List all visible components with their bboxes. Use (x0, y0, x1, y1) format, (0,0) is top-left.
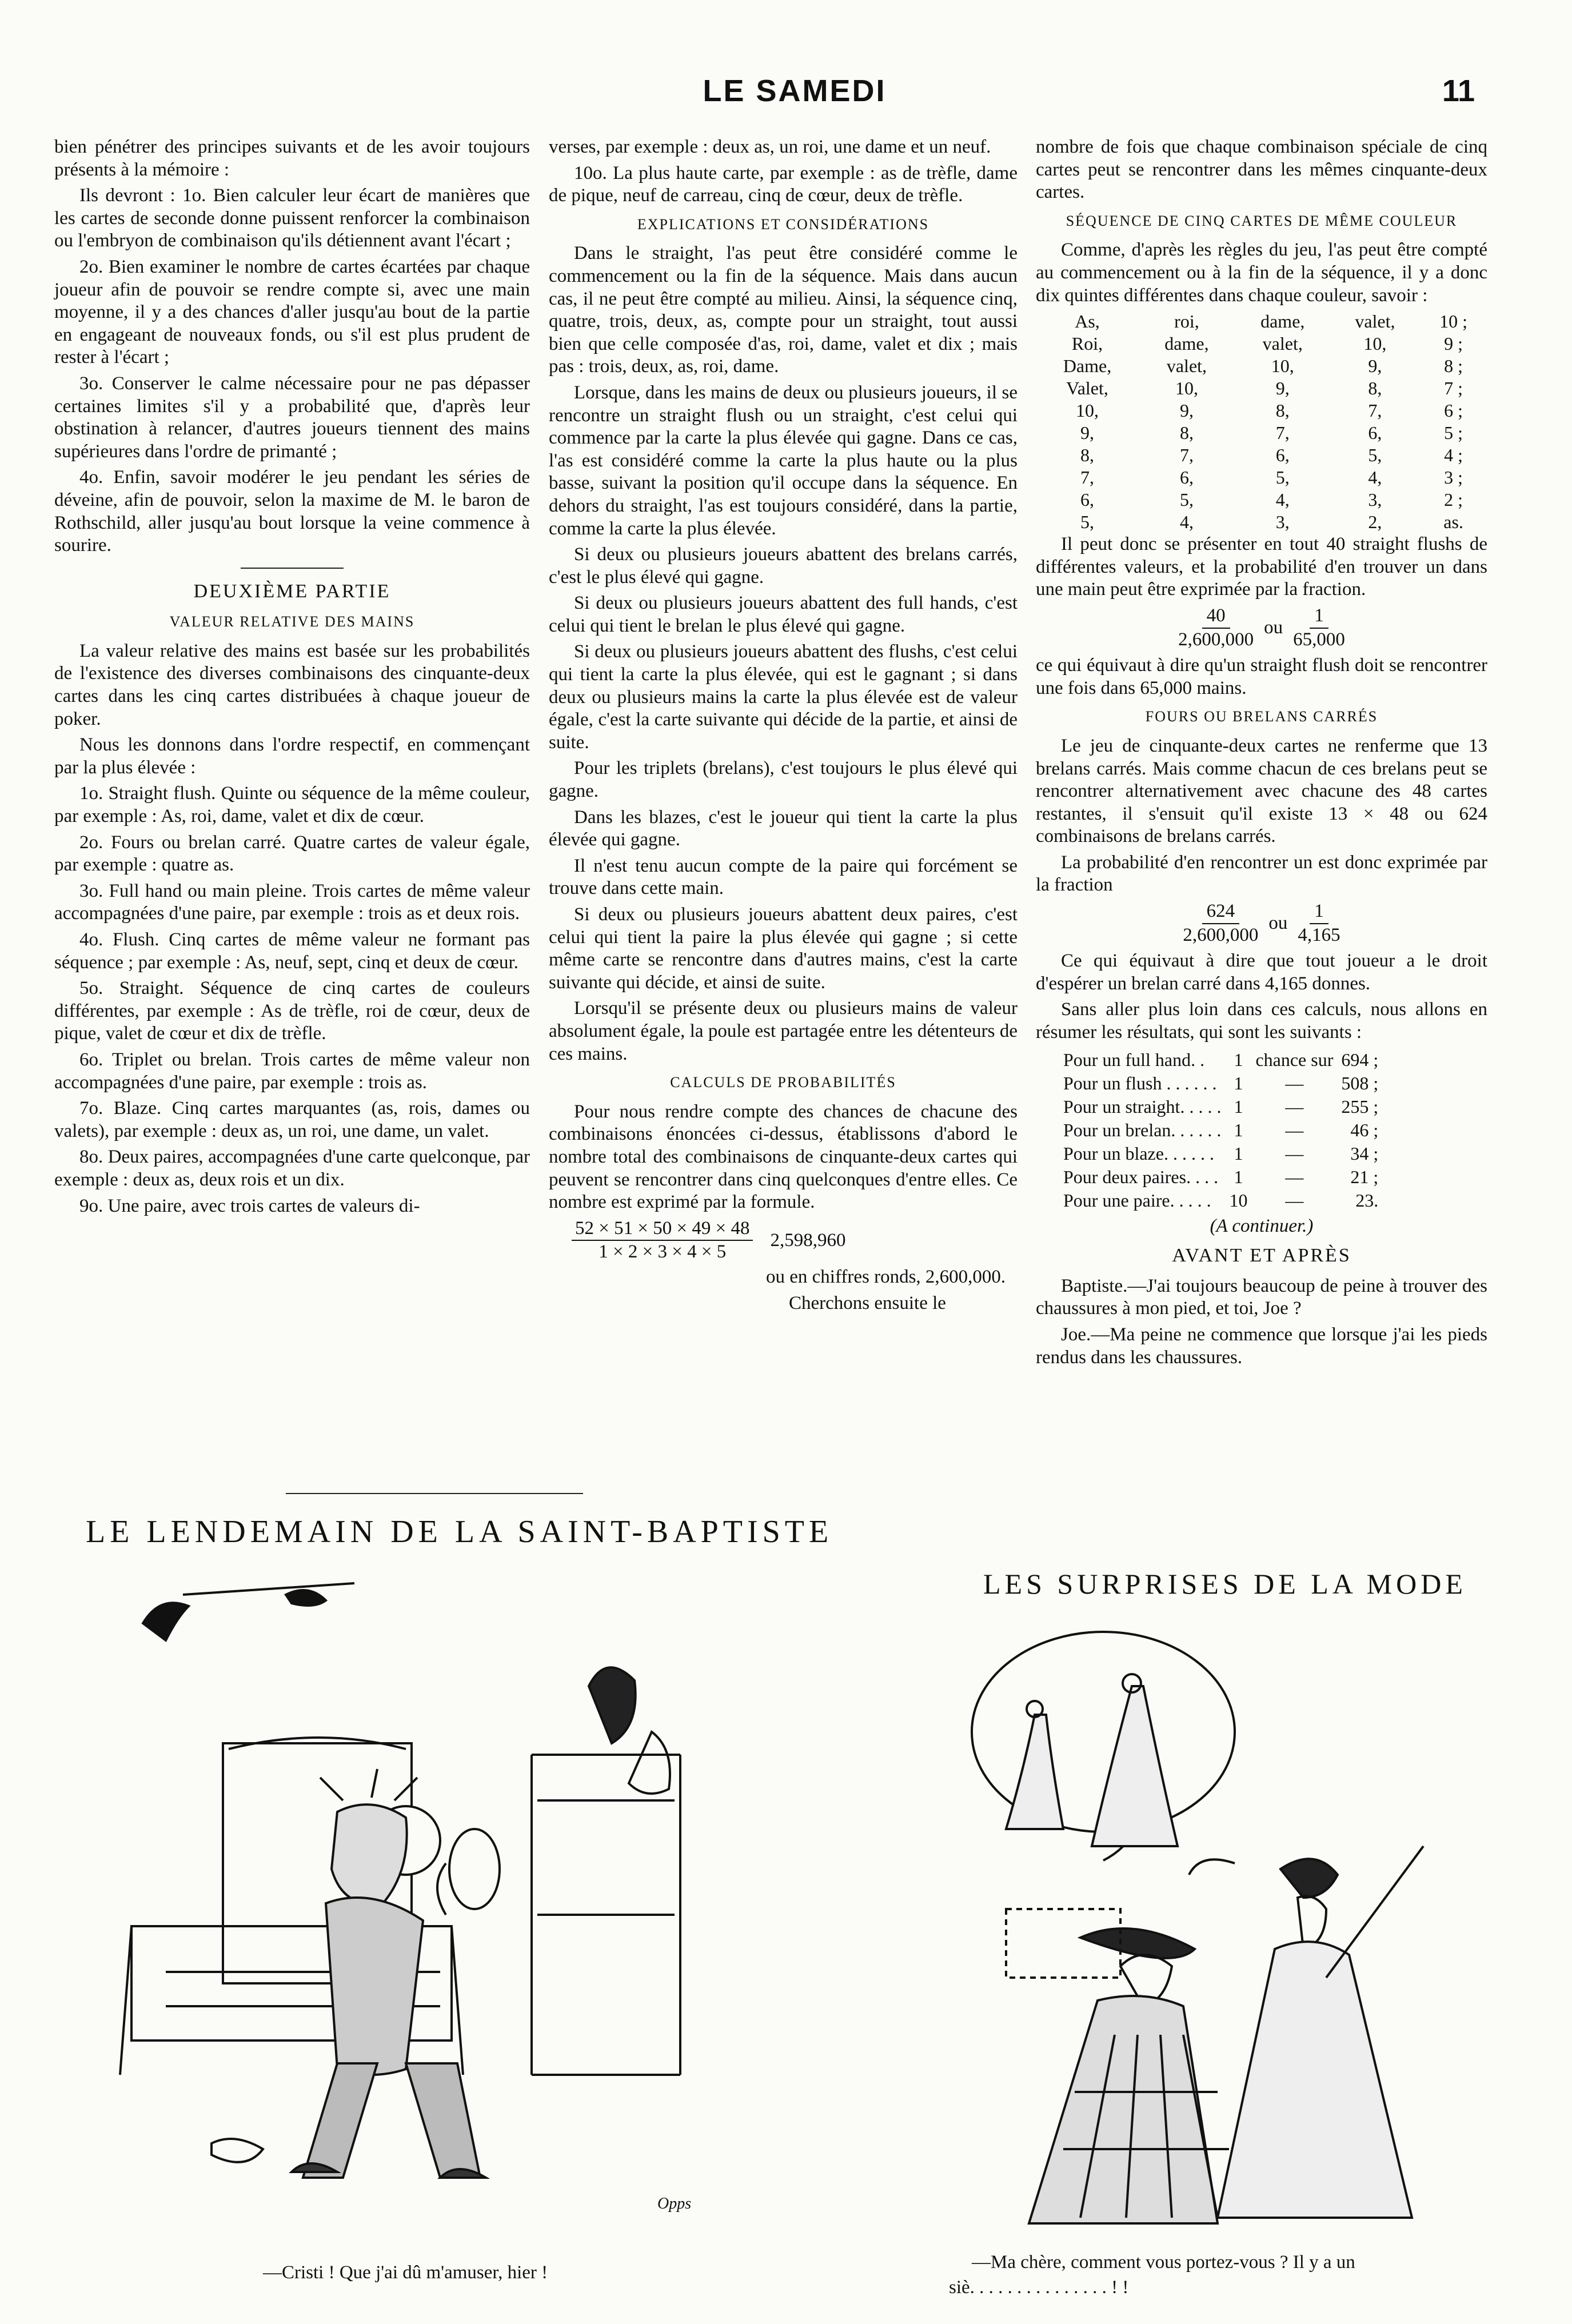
sequence-cell: 3 ; (1444, 467, 1463, 488)
sequence-cell: 4, (1275, 489, 1290, 510)
sequence-cell: 10, (1363, 333, 1387, 354)
sequence-row (1036, 355, 1487, 377)
fraction-or: ou (1268, 912, 1288, 933)
column-1 (54, 136, 530, 1221)
sequence-cell: 3, (1275, 512, 1290, 533)
result-cell: 1 (1234, 1119, 1243, 1140)
sequence-cell: 9, (1179, 400, 1194, 421)
result-cell: 1 (1234, 1143, 1243, 1164)
sequence-cell: 7, (1368, 400, 1382, 421)
paragraph: Ils devront : 1o. Bien calculer leur écart de manières que les cartes de seconde donne puissent renforcer la combinaison ou l'embryon de combinaison qu'ils détiennent avant l'écart ; (54, 185, 530, 251)
result-cell: — (1285, 1189, 1304, 1211)
formula-denominator: 1 × 2 × 3 × 4 × 5 (599, 1241, 727, 1263)
result-cell: Pour deux paires. . . . (1063, 1166, 1219, 1187)
subsection-heading: EXPLICATIONS ET CONSIDÉRATIONS (637, 215, 929, 233)
sequence-row (1036, 444, 1487, 466)
illustration-title: LE LENDEMAIN DE LA SAINT-BAPTISTE (86, 1514, 833, 1550)
fraction (1183, 900, 1258, 947)
results-table (1059, 1048, 1383, 1213)
fraction-denominator: 65,000 (1293, 629, 1345, 650)
sequence-cell: 7, (1080, 467, 1095, 488)
result-cell: — (1285, 1143, 1304, 1164)
fraction-row (1036, 605, 1487, 651)
result-cell: 255 ; (1341, 1096, 1379, 1117)
sequence-cell: valet, (1262, 333, 1303, 354)
paragraph: Baptiste.—J'ai toujours beaucoup de peine à trouver des chaussures à mon pied, et toi, Joe ? (1036, 1275, 1487, 1319)
hand-item: 1o. Straight flush. Quinte ou séquence de la même couleur, par exemple : As, roi, dame, valet et dix de cœur. (54, 783, 530, 827)
formula-numerator: 52 × 51 × 50 × 49 × 48 (572, 1217, 753, 1241)
page-header-title: LE SAMEDI (703, 74, 887, 108)
formula-result: 2,598,960 (770, 1229, 846, 1251)
result-cell: Pour un flush . . . . . . (1063, 1072, 1217, 1093)
paragraph: ce qui équivaut à dire qu'un straight flush doit se rencontrer une fois dans 65,000 mains. (1036, 655, 1487, 698)
fraction (1178, 605, 1254, 651)
result-row (1060, 1049, 1382, 1071)
page-number: 11 (1442, 74, 1475, 108)
result-cell: — (1285, 1119, 1304, 1140)
to-be-continued: (A continuer.) (1210, 1215, 1314, 1236)
hand-item: 3o. Full hand ou main pleine. Trois cartes de même valeur accompagnées d'une paire, par exemple : trois as et deux rois. (54, 880, 530, 924)
result-cell: 1 (1234, 1072, 1243, 1093)
paragraph: Nous les donnons dans l'ordre respectif, en commençant par la plus élevée : (54, 734, 530, 778)
subsection-heading: FOURS OU BRELANS CARRÉS (1145, 708, 1378, 725)
paragraph: nombre de fois que chaque combinaison spéciale de cinq cartes peut se rencontrer dans les mêmes cinquante-deux cartes. (1036, 137, 1487, 203)
sequence-cell: 6, (1368, 422, 1382, 444)
result-cell: — (1285, 1096, 1304, 1117)
paragraph: Dans le straight, l'as peut être considéré comme le commencement ou la fin de la séquence. Mais dans aucun cas, il ne peut être compté au milieu. Ainsi, la séquence cinq, quatre, trois, deux, as, compte pour un straight, tout aussi bien que celle composée d'as, roi, dame, valet et dix ; mais pas : trois, deux, as, roi, dame. (549, 243, 1018, 377)
hand-item: 9o. Une paire, avec trois cartes de valeurs di- (79, 1195, 420, 1216)
paragraph: Si deux ou plusieurs joueurs abattent deux paires, c'est celui qui tient la paire la plus élevée qui gagne ; si cette même carte se rencontre dans d'autres mains, c'est la carte suivante qui décide, et ainsi de suite. (549, 904, 1018, 993)
paragraph: verses, par exemple : deux as, un roi, une dame et un neuf. (549, 137, 991, 157)
sequence-row (1036, 377, 1487, 400)
sequence-cell: dame, (1260, 311, 1305, 332)
fraction-numerator: 40 (1202, 605, 1230, 629)
sequence-cell: 8, (1275, 400, 1290, 421)
result-cell: 694 ; (1341, 1049, 1379, 1070)
sequence-cell: 6, (1080, 489, 1095, 510)
sequence-cell: 8, (1368, 378, 1382, 399)
illustration-signature: Opps (657, 2195, 692, 2213)
sequence-row (1036, 466, 1487, 489)
sequence-cell: 6, (1275, 445, 1290, 466)
fashion-illustration (949, 1623, 1492, 2229)
paragraph: ou en chiffres ronds, 2,600,000. (766, 1266, 1006, 1287)
sequence-row (1036, 333, 1487, 355)
sequence-cell: 5, (1275, 467, 1290, 488)
sequence-table (1036, 310, 1487, 533)
sequence-row (1036, 400, 1487, 422)
paragraph: Si deux ou plusieurs joueurs abattent des full hands, c'est celui qui tient le brelan le plus élevé qui gagne. (549, 593, 1018, 636)
sequence-row (1036, 489, 1487, 511)
result-cell: Pour un straight. . . . . (1063, 1096, 1222, 1117)
sequence-cell: valet, (1355, 311, 1395, 332)
result-cell: chance sur (1255, 1049, 1334, 1070)
sequence-cell: as. (1443, 512, 1463, 533)
fraction-or: ou (1264, 617, 1283, 638)
hand-item: 4o. Flush. Cinq cartes de même valeur ne formant pas séquence ; par exemple : As, neuf, sept, cinq et deux de cœur. (54, 929, 530, 973)
paragraph: Lorsqu'il se présente deux ou plusieurs mains de valeur absolument égale, la poule est partagée entre les détenteurs de ces mains. (549, 998, 1018, 1064)
result-row (1060, 1096, 1382, 1118)
sequence-cell: Valet, (1066, 378, 1108, 399)
fraction-denominator: 2,600,000 (1178, 629, 1254, 650)
result-cell: Pour un blaze. . . . . . (1063, 1143, 1214, 1164)
result-cell: — (1285, 1072, 1304, 1093)
result-row (1060, 1189, 1382, 1212)
paragraph: 4o. Enfin, savoir modérer le jeu pendant les séries de déveine, afin de pouvoir, selon la maxime de M. le baron de Rothschild, aller jusqu'au bout lorsque la veine commence à sourire. (54, 467, 530, 556)
sequence-cell: 9 ; (1444, 333, 1463, 354)
result-cell: — (1285, 1166, 1304, 1187)
result-row (1060, 1072, 1382, 1095)
paragraph: Cherchons ensuite le (789, 1292, 946, 1313)
sequence-cell: 7 ; (1444, 378, 1463, 399)
section-heading: AVANT ET APRÈS (1172, 1245, 1351, 1267)
fraction (1293, 605, 1345, 651)
sequence-cell: 6, (1179, 467, 1194, 488)
sequence-row (1036, 511, 1487, 533)
sequence-cell: 7, (1179, 445, 1194, 466)
paragraph: Il peut donc se présenter en tout 40 straight flushs de différentes valeurs, et la probabilité d'en trouver un dans une main peut être exprimée par la fraction. (1036, 534, 1487, 600)
result-cell: Pour un brelan. . . . . . (1063, 1119, 1222, 1140)
sequence-row (1036, 310, 1487, 333)
fraction-row (1036, 900, 1487, 947)
sequence-cell: Dame, (1063, 356, 1112, 377)
fraction (1298, 900, 1340, 947)
result-cell: 1 (1234, 1049, 1243, 1070)
subsection-heading: SÉQUENCE DE CINQ CARTES DE MÊME COULEUR (1066, 212, 1458, 229)
sequence-cell: roi, (1174, 311, 1199, 332)
illustration-caption: —Cristi ! Que j'ai dû m'amuser, hier ! (263, 2262, 548, 2283)
sequence-cell: dame, (1164, 333, 1209, 354)
section-divider (241, 568, 344, 569)
paragraph: Joe.—Ma peine ne commence que lorsque j'ai les pieds rendus dans les chaussures. (1036, 1324, 1487, 1368)
paragraph: Si deux ou plusieurs joueurs abattent des brelans carrés, c'est le plus élevé qui gagne. (549, 544, 1018, 588)
paragraph: 2o. Bien examiner le nombre de cartes écartées par chaque joueur afin de pouvoir se rendre compte si, avec une main moyenne, il y a des chances d'aller jusqu'au bout de la partie en engageant de nouveaux fonds, ou s'il est plus prudent de rester à l'écart ; (54, 256, 530, 368)
sequence-cell: As, (1075, 311, 1100, 332)
sequence-cell: 2, (1368, 512, 1382, 533)
result-row (1060, 1119, 1382, 1141)
result-cell: 1 (1234, 1096, 1243, 1117)
result-cell: 10 (1229, 1189, 1248, 1211)
sequence-cell: 9, (1080, 422, 1095, 444)
hand-item: 2o. Fours ou brelan carré. Quatre cartes de valeur égale, par exemple : quatre as. (54, 832, 530, 876)
result-cell: Pour un full hand. . (1063, 1049, 1205, 1070)
illustration-caption: —Ma chère, comment vous portez-vous ? Il y a un (972, 2252, 1355, 2273)
paragraph: 10o. La plus haute carte, par exemple : as de trèfle, dame de pique, neuf de carreau, cinq de cœur, deux de trèfle. (549, 162, 1018, 206)
sequence-cell: 4, (1179, 512, 1194, 533)
paragraph: Le jeu de cinquante-deux cartes ne renferme que 13 brelans carrés. Mais comme chacun de ces brelans peut se rencontrer alternativement avec chacune des 48 cartes restantes, il s'ensuit qu'il existe 13 × 48 ou 624 combinaisons de brelans carrés. (1036, 735, 1487, 847)
sequence-cell: 10, (1175, 378, 1198, 399)
sequence-cell: 10, (1076, 400, 1099, 421)
fraction-numerator: 1 (1310, 605, 1328, 629)
sequence-cell: valet, (1166, 356, 1207, 377)
fraction-numerator: 624 (1202, 900, 1240, 924)
result-cell: 1 (1234, 1166, 1243, 1187)
fraction-denominator: 2,600,000 (1183, 924, 1259, 945)
hand-item: 7o. Blaze. Cinq cartes marquantes (as, rois, dames ou valets), par exemple : deux as, un roi, une dame, un valet. (54, 1098, 530, 1141)
result-cell: 34 ; (1350, 1143, 1379, 1164)
column-3 (1036, 136, 1487, 1372)
illustration-title: LES SURPRISES DE LA MODE (983, 1568, 1467, 1600)
hand-item: 8o. Deux paires, accompagnées d'une carte quelconque, par exemple : deux as, deux rois et un dix. (54, 1147, 530, 1190)
result-row (1060, 1166, 1382, 1188)
paragraph: Si deux ou plusieurs joueurs abattent des flushs, c'est celui qui tient la carte la plus élevée, qui est le gagnant ; si dans deux ou plusieurs mains la carte la plus élevée est de valeur égale, c'est la carte suivante qui décide de la partie, et ainsi de suite. (549, 641, 1018, 753)
sequence-cell: 9, (1368, 356, 1382, 377)
section-heading: DEUXIÈME PARTIE (193, 580, 391, 602)
paragraph: Il n'est tenu aucun compte de la paire qui forcément se trouve dans cette main. (549, 855, 1018, 899)
sequence-cell: 3, (1368, 489, 1382, 510)
sequence-cell: 4 ; (1444, 445, 1463, 466)
sequence-cell: 5, (1368, 445, 1382, 466)
paragraph: bien pénétrer des principes suivants et de les avoir toujours présents à la mémoire : (54, 137, 530, 180)
sequence-cell: 5, (1080, 512, 1095, 533)
hand-item: 6o. Triplet ou brelan. Trois cartes de même valeur non accompagnées d'une paire, par exemple : trois as. (54, 1049, 530, 1093)
result-row (1060, 1143, 1382, 1165)
fraction-denominator: 4,165 (1298, 924, 1340, 945)
sequence-cell: 2 ; (1444, 489, 1463, 510)
illustration-divider (286, 1493, 583, 1494)
sequence-cell: 6 ; (1444, 400, 1463, 421)
hangover-illustration (97, 1572, 783, 2223)
sequence-cell: Roi, (1071, 333, 1103, 354)
paragraph: Sans aller plus loin dans ces calculs, nous allons en résumer les résultats, qui sont les suivants : (1036, 999, 1487, 1043)
paragraph: Lorsque, dans les mains de deux ou plusieurs joueurs, il se rencontre un straight flush ou un straight, c'est celui qui commence par la carte la plus élevée qui gagne. Dans ce cas, l'as est considéré comme la carte la plus haute ou la plus basse, suivant la position qu'il occupe dans la séquence. En dehors du straight, l'as est toujours considéré, dans la partie, comme la carte la plus élevée. (549, 382, 1018, 539)
sequence-cell: 10, (1271, 356, 1294, 377)
result-cell: 23. (1355, 1189, 1379, 1211)
formula (572, 1217, 1018, 1264)
paragraph: Dans les blazes, c'est le joueur qui tient la carte la plus élevée qui gagne. (549, 806, 1018, 850)
fraction-numerator: 1 (1310, 900, 1328, 924)
hand-item: 5o. Straight. Séquence de cinq cartes de couleurs différentes, par exemple : As de trèfle, roi de cœur, deux de pique, valet de cœur et dix de trèfle. (54, 978, 530, 1044)
sequence-cell: 9, (1275, 378, 1290, 399)
paragraph: Pour nous rendre compte des chances de chacune des combinaisons énoncées ci-dessus, établissons d'abord le nombre total des combinaisons de cinquante-deux cartes qui peuvent se rencontrer dans cinq quelconques d'entre elles. Ce nombre est exprimé par la formule. (549, 1101, 1018, 1213)
subsection-heading: VALEUR RELATIVE DES MAINS (169, 613, 415, 630)
sequence-cell: 5, (1179, 489, 1194, 510)
subsection-heading: CALCULS DE PROBABILITÉS (670, 1074, 896, 1091)
paragraph: 3o. Conserver le calme nécessaire pour ne pas dépasser certaines limites s'il y a probabilité que, d'après leur obstination à relancer, d'autres joueurs tiennent des mains supérieures dans l'ordre de primanté ; (54, 373, 530, 462)
sequence-cell: 7, (1275, 422, 1290, 444)
result-cell: Pour une paire. . . . . (1063, 1189, 1211, 1211)
result-cell: 508 ; (1341, 1072, 1379, 1093)
result-cell: 46 ; (1350, 1119, 1379, 1140)
illustration-caption: siè. . . . . . . . . . . . . . . ! ! (949, 2277, 1129, 2298)
paragraph: La valeur relative des mains est basée sur les probabilités de l'existence des diverses combinaisons des cinquante-deux cartes dans les cinq cartes distribuées à chaque joueur de poker. (54, 640, 530, 729)
sequence-cell: 8 ; (1444, 356, 1463, 377)
paragraph: Pour les triplets (brelans), c'est toujours le plus élevé qui gagne. (549, 758, 1018, 802)
sequence-cell: 10 ; (1439, 311, 1468, 332)
sequence-cell: 5 ; (1444, 422, 1463, 444)
sequence-cell: 4, (1368, 467, 1382, 488)
result-cell: 21 ; (1350, 1166, 1379, 1187)
paragraph: La probabilité d'en rencontrer un est donc exprimée par la fraction (1036, 852, 1487, 896)
paragraph: Comme, d'après les règles du jeu, l'as peut être compté au commencement ou à la fin de la séquence, il y a donc dix quintes différentes dans chaque couleur, savoir : (1036, 239, 1487, 306)
paragraph: Ce qui équivaut à dire que tout joueur a le droit d'espérer un brelan carré dans 4,165 donnes. (1036, 951, 1487, 994)
sequence-cell: 8, (1080, 445, 1095, 466)
sequence-cell: 8, (1179, 422, 1194, 444)
column-2 (549, 136, 1018, 1318)
sequence-row (1036, 422, 1487, 444)
